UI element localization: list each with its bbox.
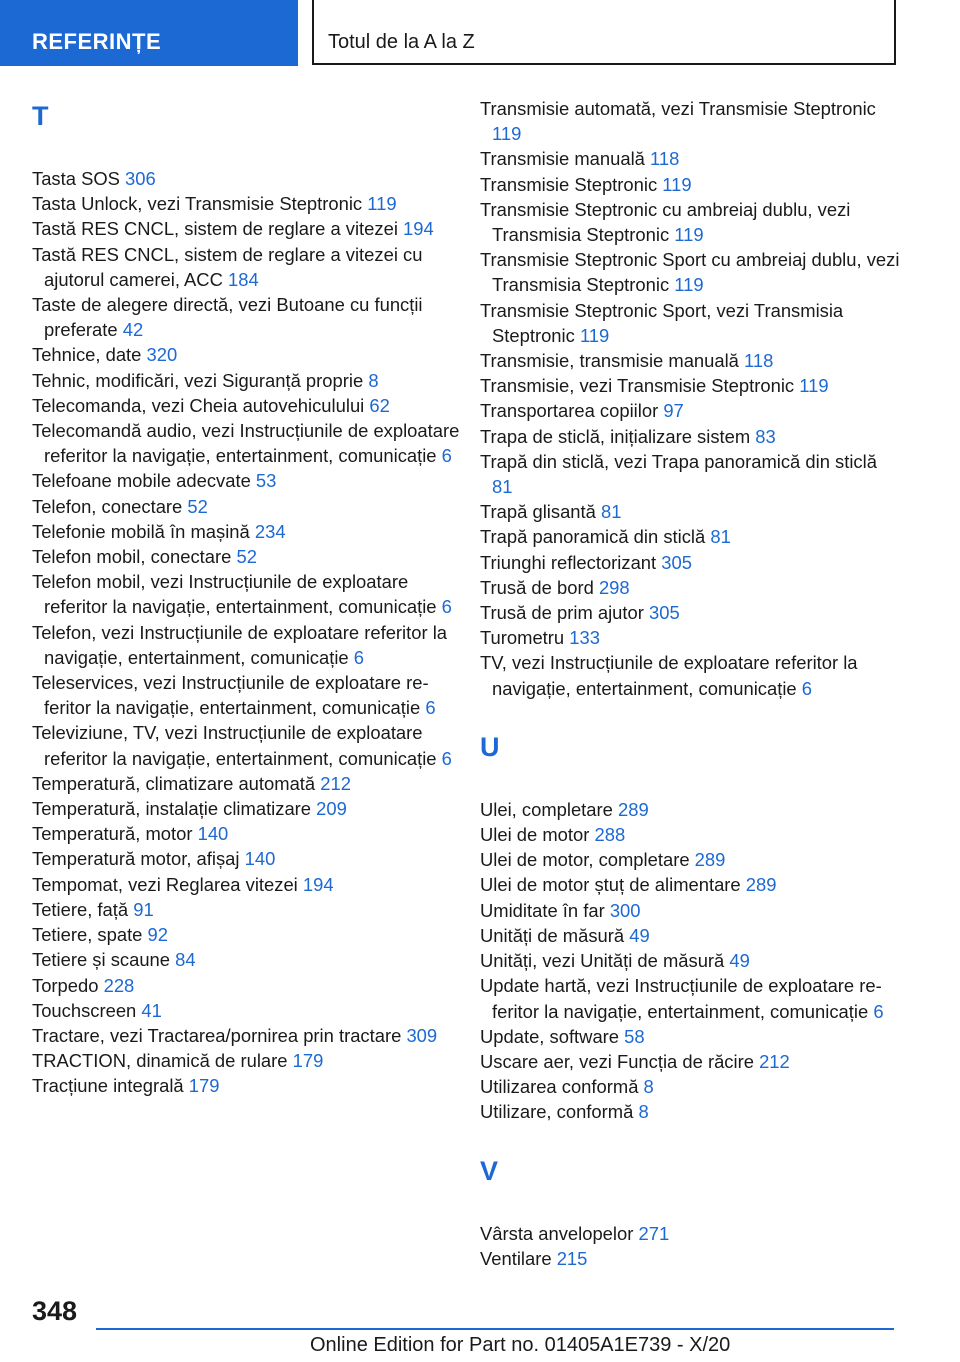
index-entry <box>480 449 900 499</box>
index-letter-v: V <box>480 1155 499 1186</box>
index-entry <box>480 247 900 297</box>
index-entry <box>480 424 900 449</box>
index-entry-text: Transmisie Steptronic Sport cu ambreiaj dublu, vezi Transmisia Steptronic <box>480 249 900 296</box>
page-reference-link[interactable]: 305 <box>661 551 692 573</box>
page-reference-link[interactable]: 53 <box>255 470 277 492</box>
index-entry <box>480 298 900 348</box>
index-entry <box>480 1246 900 1271</box>
page-reference-link[interactable]: 8 <box>643 1076 654 1098</box>
index-entry-text: Televiziune, TV, vezi Instrucțiunile de exploatare referitor la navigație, entertainment, comunicație <box>32 722 437 769</box>
index-entry <box>32 292 462 342</box>
index-entry <box>480 822 900 847</box>
page-reference-link[interactable]: 52 <box>187 495 208 517</box>
index-entry-text: Tractare, vezi Tractarea/pornirea prin tractare <box>32 1024 402 1046</box>
index-entry-text: Tastă RES CNCL, sistem de reglare a vitezei <box>32 218 398 240</box>
page-reference-link[interactable]: 305 <box>649 602 680 624</box>
index-entry <box>480 373 900 398</box>
index-letter-t: T <box>32 101 49 131</box>
index-entry <box>32 771 462 796</box>
index-entry-text: Umiditate în far <box>480 899 605 921</box>
index-entry-text: Teleservices, vezi Instrucțiunile de exploatare referitor la navigație, entertainment, comunicație <box>32 672 429 719</box>
index-entry <box>32 216 462 241</box>
index-entry-text: Transmisie Steptronic Sport, vezi Transmisia Steptronic <box>480 299 844 346</box>
index-entry-text: Telefon, vezi Instrucțiunile de exploatare referitor la navigație, entertainment, comunicație <box>32 621 448 668</box>
index-entry <box>32 821 462 846</box>
index-entry-text: Utilizare, conformă <box>480 1101 634 1123</box>
section-tab: REFERINȚE <box>0 0 298 66</box>
index-entry <box>32 620 462 670</box>
page-reference-link[interactable]: 58 <box>624 1025 645 1047</box>
index-entry-text: Tetiere, spate <box>32 924 143 946</box>
index-entry-text: Transmisie manuală <box>480 148 645 170</box>
index-entry-text: Trapă panoramică din sticlă <box>480 526 706 548</box>
index-entry-text: Temperatură motor, afișaj <box>32 848 240 870</box>
page-reference-link[interactable]: 97 <box>663 400 684 422</box>
index-entry <box>480 348 900 373</box>
index-entry-text: Ulei de motor ștuț de alimentare <box>480 874 741 896</box>
page-reference-link[interactable]: 215 <box>556 1247 588 1269</box>
index-entry <box>480 1221 900 1246</box>
index-entry <box>32 242 462 292</box>
index-entry-text: Unități de măsură <box>480 924 625 946</box>
index-entry-text: Telefon, conectare <box>32 495 183 517</box>
index-entry <box>32 720 462 770</box>
page-reference-link[interactable]: 228 <box>103 974 135 996</box>
index-entry-text: Temperatură, motor <box>32 823 193 845</box>
index-entry <box>480 650 900 700</box>
page-reference-link[interactable]: 83 <box>755 425 776 447</box>
index-entry-text: Tasta Unlock, vezi Transmisie Steptronic <box>32 193 363 215</box>
page-reference-link[interactable]: 119 <box>799 375 829 397</box>
index-entry <box>480 600 900 625</box>
page-reference-link[interactable]: 271 <box>638 1222 670 1244</box>
index-entry-text: Telefon mobil, vezi Instrucțiunile de exploatare referitor la navigație, entertainment, comunicație <box>32 571 437 618</box>
page-reference-link[interactable]: 288 <box>594 824 626 846</box>
index-entry-text: Tetiere și scaune <box>32 949 171 971</box>
index-entry-text: Unități, vezi Unități de măsură <box>480 950 725 972</box>
index-entry <box>480 524 900 549</box>
page-reference-link[interactable]: 140 <box>244 848 276 870</box>
index-entry <box>32 897 462 922</box>
index-entry <box>32 922 462 947</box>
index-entry <box>32 1048 462 1073</box>
page-reference-link[interactable]: 42 <box>122 319 144 341</box>
page-reference-link[interactable]: 309 <box>406 1024 438 1046</box>
index-entry-text: Ventilare <box>480 1247 552 1269</box>
index-entry <box>32 998 462 1023</box>
page-reference-link[interactable]: 119 <box>367 193 397 215</box>
index-entry-text: TRACTION, dinamică de rulare <box>32 1050 288 1072</box>
page-reference-link[interactable]: 49 <box>729 950 750 972</box>
index-entry <box>32 519 462 544</box>
page-reference-link[interactable]: 52 <box>236 546 257 568</box>
index-entry-text: Tehnic, modificări, vezi Siguranță proprie <box>32 369 364 391</box>
page-reference-link[interactable]: 289 <box>745 874 777 896</box>
index-entry <box>32 418 462 468</box>
index-entry-text: Ulei de motor <box>480 824 590 846</box>
index-entry-text: Torpedo <box>32 974 99 996</box>
index-entry-text: Tasta SOS <box>32 168 120 189</box>
index-column-right <box>480 96 900 1271</box>
index-entry-text: Temperatură, climatizare automată <box>32 772 316 794</box>
index-entry-list <box>480 1221 900 1271</box>
index-entry <box>32 872 462 897</box>
index-entry <box>480 1024 900 1049</box>
page-reference-link[interactable]: 289 <box>618 798 649 820</box>
index-entry-text: Transmisie Steptronic cu ambreiaj dublu, vezi Transmisia Steptronic <box>480 198 851 246</box>
index-entry <box>32 796 462 821</box>
index-entry-text: Transmisie, transmisie manuală <box>480 350 739 372</box>
page-reference-link[interactable]: 6 <box>441 747 452 769</box>
index-entry <box>480 797 900 822</box>
index-entry-text: Transmisie, vezi Transmisie Steptronic <box>480 375 795 397</box>
page-reference-link[interactable]: 41 <box>141 999 162 1021</box>
index-entry <box>480 499 900 524</box>
index-entry-text: Telefonie mobilă în mașină <box>32 520 250 542</box>
page-reference-link[interactable]: 118 <box>650 148 680 170</box>
index-entry <box>32 1023 462 1048</box>
index-entry-text: Telecomanda, vezi Cheia autovehiculului <box>32 394 365 416</box>
page-reference-link[interactable]: 289 <box>694 849 726 871</box>
index-entry-text: Tastă RES CNCL, sistem de reglare a vitezei cu ajutorul camerei, ACC <box>32 243 423 290</box>
index-entry-text: Touchscreen <box>32 999 137 1021</box>
page-reference-link[interactable]: 91 <box>133 898 154 920</box>
index-entry <box>480 197 900 247</box>
page-reference-link[interactable]: 306 <box>125 168 156 189</box>
index-entry-text: Tehnice, date <box>32 344 142 366</box>
index-entry-text: Vârsta anvelopelor <box>480 1222 634 1244</box>
index-entry-text: TV, vezi Instrucțiunile de exploatare referitor la navigație, entertainment, comunicație <box>480 652 858 699</box>
index-entry-text: Tetiere, față <box>32 898 129 920</box>
page-reference-link[interactable]: 6 <box>801 677 812 699</box>
page-reference-link[interactable]: 212 <box>759 1050 790 1072</box>
index-entry <box>32 191 462 216</box>
index-entry-text: Telefon mobil, conectare <box>32 546 232 568</box>
page-reference-link[interactable]: 298 <box>598 576 630 598</box>
page-reference-link[interactable]: 81 <box>492 476 513 498</box>
index-entry-text: Utilizarea conformă <box>480 1076 639 1098</box>
index-entry-text: Trapa de sticlă, inițializare sistem <box>480 425 751 447</box>
edition-note: Online Edition for Part no. 01405A1E739 - X/20 <box>310 1334 731 1356</box>
index-entry <box>480 146 900 171</box>
index-entry-text: Trusă de bord <box>480 576 594 598</box>
page-reference-link[interactable]: 119 <box>674 224 704 246</box>
index-entry <box>480 898 900 923</box>
index-entry <box>32 544 462 569</box>
page-reference-link[interactable]: 179 <box>188 1075 220 1097</box>
index-entry <box>480 172 900 197</box>
index-entry-text: Tempomat, vezi Reglarea vitezei <box>32 873 298 895</box>
page-reference-link[interactable]: 234 <box>254 520 286 542</box>
page-reference-link[interactable]: 179 <box>292 1050 324 1072</box>
index-entry <box>480 923 900 948</box>
index-entry-list <box>480 797 900 1125</box>
page-reference-link[interactable]: 8 <box>368 369 379 391</box>
page-reference-link[interactable]: 6 <box>441 445 452 467</box>
index-entry-text: Trapă din sticlă, vezi Trapa panoramică din sticlă <box>480 450 877 472</box>
index-entry-text: Trapă glisantă <box>480 501 596 523</box>
index-entry-list <box>32 166 462 1099</box>
index-entry <box>32 494 462 519</box>
index-entry <box>32 947 462 972</box>
index-entry <box>480 1074 900 1099</box>
index-entry-text: Transportarea copiilor <box>480 400 659 422</box>
index-entry <box>32 569 462 619</box>
index-entry <box>32 468 462 493</box>
page-reference-link[interactable]: 81 <box>710 526 731 548</box>
page-reference-link[interactable]: 209 <box>316 798 347 820</box>
index-entry <box>32 166 462 191</box>
index-entry-text: Ulei de motor, completare <box>480 849 690 871</box>
index-entry-text: Update, software <box>480 1025 620 1047</box>
index-entry <box>480 948 900 973</box>
index-entry <box>480 398 900 423</box>
index-entry <box>32 368 462 393</box>
index-column-left <box>32 96 462 1099</box>
page-reference-link[interactable]: 320 <box>146 344 178 366</box>
index-entry-text: Transmisie Steptronic <box>480 173 658 195</box>
page-reference-link[interactable]: 300 <box>609 899 641 921</box>
index-entry-list <box>480 96 900 701</box>
index-entry <box>480 872 900 897</box>
index-entry-text: Update hartă, vezi Instrucțiunile de exploatare referitor la navigație, entertainment, comunicație <box>480 975 882 1022</box>
page-reference-link[interactable]: 119 <box>492 123 522 145</box>
page-reference-link[interactable]: 194 <box>302 873 334 895</box>
page-reference-link[interactable]: 6 <box>353 646 364 668</box>
index-entry <box>32 670 462 720</box>
footer-divider <box>96 1328 894 1330</box>
index-entry <box>480 1099 900 1124</box>
page-reference-link[interactable]: 119 <box>579 324 610 346</box>
page-reference-link[interactable]: 133 <box>569 627 600 649</box>
index-entry <box>480 847 900 872</box>
page-reference-link[interactable]: 62 <box>369 394 390 416</box>
index-entry-text: Telecomandă audio, vezi Instrucțiunile de exploatare referitor la navigație, entertainment, comunicație <box>32 420 460 467</box>
index-entry-text: Taste de alegere directă, vezi Butoane cu funcții preferate <box>32 294 423 341</box>
index-entry-text: Ulei, completare <box>480 798 613 820</box>
index-entry-text: Tracțiune integrală <box>32 1075 184 1097</box>
page-reference-link[interactable]: 118 <box>744 350 774 372</box>
page-header <box>0 0 960 66</box>
page-reference-link[interactable]: 84 <box>175 949 196 971</box>
page-reference-link[interactable]: 49 <box>629 924 650 946</box>
index-entry-text: Temperatură, instalație climatizare <box>32 798 312 820</box>
page-reference-link[interactable]: 6 <box>873 1000 884 1022</box>
index-entry <box>480 625 900 650</box>
page-reference-link[interactable]: 8 <box>638 1101 649 1123</box>
page-reference-link[interactable]: 184 <box>228 268 259 290</box>
index-entry-text: Triunghi reflectorizant <box>480 551 657 573</box>
index-entry-text: Trusă de prim ajutor <box>480 602 644 624</box>
index-entry <box>480 550 900 575</box>
index-entry <box>480 575 900 600</box>
index-entry <box>480 973 900 1023</box>
index-entry <box>480 1049 900 1074</box>
index-entry <box>32 846 462 871</box>
page-reference-link[interactable]: 81 <box>600 501 622 523</box>
index-entry-text: Turometru <box>480 627 565 649</box>
page-reference-link[interactable]: 92 <box>147 924 168 946</box>
page-reference-link[interactable]: 212 <box>320 772 351 794</box>
page-reference-link[interactable]: 119 <box>662 173 692 195</box>
index-entry <box>32 1073 462 1098</box>
page-reference-link[interactable]: 6 <box>425 697 436 719</box>
index-entry-text: Uscare aer, vezi Funcția de răcire <box>480 1050 754 1072</box>
page-reference-link[interactable]: 140 <box>197 823 229 845</box>
page-reference-link[interactable]: 119 <box>674 274 704 296</box>
index-entry <box>32 973 462 998</box>
page-title: Totul de la A la Z <box>312 0 896 65</box>
index-entry-text: Transmisie automată, vezi Transmisie Steptronic <box>480 98 876 119</box>
page-number: 348 <box>32 1296 78 1326</box>
page-reference-link[interactable]: 6 <box>441 596 452 618</box>
page-reference-link[interactable]: 194 <box>403 218 434 240</box>
index-entry-text: Telefoane mobile adecvate <box>32 470 251 492</box>
index-entry <box>32 342 462 367</box>
index-entry <box>32 393 462 418</box>
index-letter-u: U <box>480 731 500 762</box>
index-entry <box>480 96 900 146</box>
